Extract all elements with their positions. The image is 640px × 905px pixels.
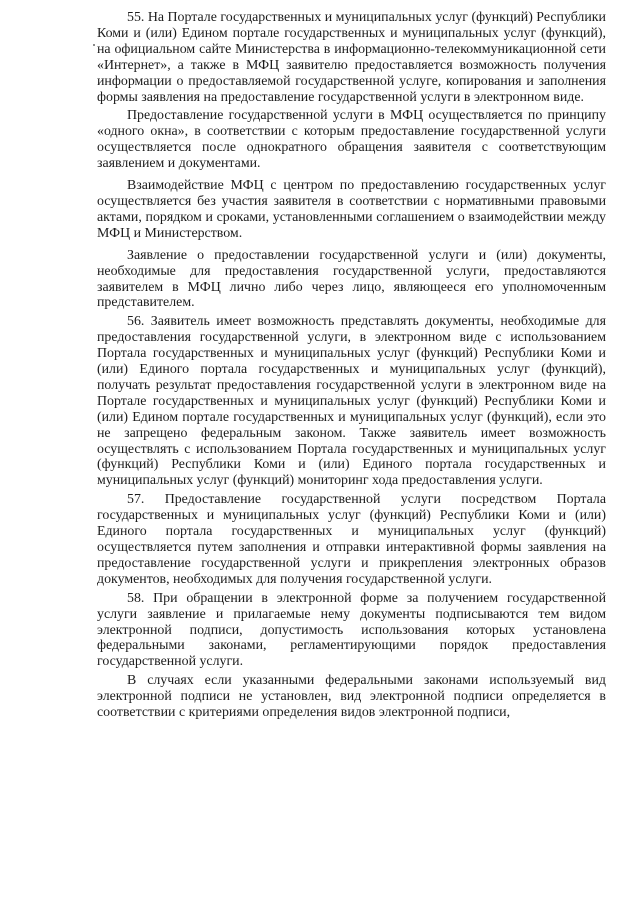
document-body [97, 10, 606, 727]
paragraph-application-submission: Заявление о предоставлении государственной услуги и (или) документы, необходимые для предоставления государственной услуги, предоставляются заявителем в МФЦ лично либо через лицо, являющееся его уполномоченным представителем. [97, 247, 606, 311]
paragraph-mfc-one-window: Предоставление государственной услуги в МФЦ осуществляется по принципу «одного окна», в соответствии с которым предоставление государственной услуги осуществляется после однократного обращения заявителя с соответствующим заявлением и документами. [97, 108, 606, 172]
paragraph-mfc-interaction: Взаимодействие МФЦ с центром по предоставлению государственных услуг осуществляется без участия заявителя в соответствии с нормативными правовыми актами, порядком и сроками, установленными соглашением о взаимодействии между МФЦ и Министерством. [97, 178, 606, 241]
paragraph-55: 55. На Портале государственных и муниципальных услуг (функций) Республики Коми и (или) Едином портале государственных и муниципальных услуг (функций), на официальном сайте Министерства в информационно-телекоммуникационной сети «Интернет», а также в МФЦ заявителю предоставляется возможность получения информации о предоставляемой государственной услуге, копирования и заполнения формы заявления на предоставление государственной услуги в электронном виде. [97, 10, 606, 105]
scan-speck [93, 44, 95, 46]
paragraph-58: 58. При обращении в электронной форме за получением государственной услуги заявление и прилагаемые нему документы подписываются тем видом электронной подписи, допустимость использования которых установлена федеральными законами, регламентирующими порядок предоставления государственной услуги. [97, 590, 606, 670]
paragraph-57: 57. Предоставление государственной услуги посредством Портала государственных и муниципальных услуг (функций) Республики Коми и (или) Единого портала государственных и муниципальных услуг (функций) осуществляется путем заполнения и отправки интерактивной формы заявления на предоставление государственной услуги и прикрепления электронных образов документов, необходимых для получения государственной услуги. [97, 492, 606, 587]
paragraph-signature-type: В случаях если указанными федеральными законами используемый вид электронной подписи не установлен, вид электронной подписи определяется в соответствии с критериями определения видов электронной подписи, [97, 673, 606, 721]
paragraph-56: 56. Заявитель имеет возможность представлять документы, необходимые для предоставления государственной услуги, в электронном виде с использованием Портала государственных и муниципальных услуг (функций) Республики Коми и (или) Единого портала государственных и муниципальных услуг (функций), получать результат предоставления государственной услуги в электронном виде на Портале государственных и муниципальных услуг (функций) Республики Коми и (или) Едином портале государственных и муниципальных услуг (функций), если это не запрещено федеральным законом. Также заявитель имеет возможность осуществлять с использованием Портала государственных и муниципальных услуг (функций) Республики Коми и (или) Единого портала государственных и муниципальных услуг (функций) мониторинг хода предоставления услуги. [97, 314, 606, 489]
